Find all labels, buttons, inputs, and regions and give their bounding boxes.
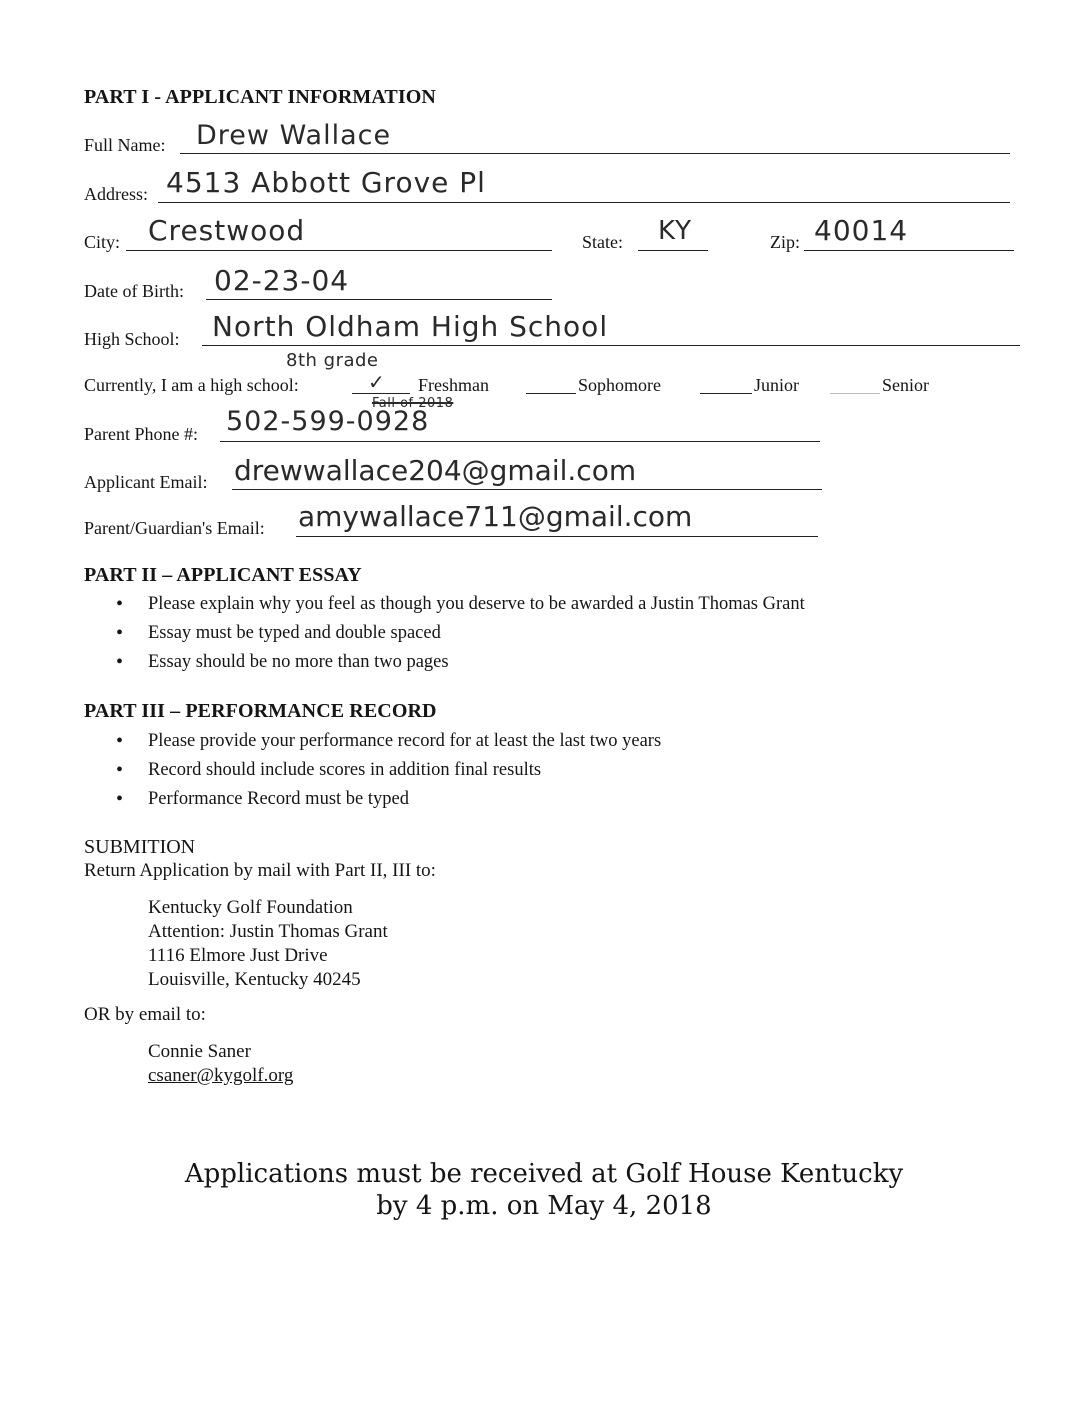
- parent-email-label: Parent/Guardian's Email:: [84, 518, 265, 538]
- mail-address-block: [148, 896, 388, 992]
- bullet-icon: •: [116, 593, 124, 615]
- applicant-email-field[interactable]: drewwallace204@gmail.com: [234, 454, 637, 487]
- contact-email-link[interactable]: csaner@kygolf.org: [148, 1065, 294, 1086]
- list-item: • Essay should be no more than two pages: [116, 648, 805, 677]
- dob-line: [206, 299, 552, 300]
- footer-line-2: by 4 p.m. on May 4, 2018: [376, 1191, 712, 1221]
- or-email-text: OR by email to:: [84, 1004, 206, 1025]
- state-field[interactable]: KY: [658, 216, 693, 246]
- address-line-1: Kentucky Golf Foundation: [148, 897, 353, 918]
- option-senior[interactable]: Senior: [882, 375, 929, 395]
- part3-heading: PART III – PERFORMANCE RECORD: [84, 700, 437, 722]
- option-junior[interactable]: Junior: [754, 375, 799, 395]
- address-label: Address:: [84, 184, 148, 204]
- dob-label: Date of Birth:: [84, 281, 184, 301]
- high-school-line: [202, 345, 1020, 346]
- city-label: City:: [84, 232, 121, 252]
- zip-field[interactable]: 40014: [814, 214, 909, 247]
- freshman-check-mark[interactable]: ✓: [368, 370, 386, 394]
- part2-bullet-list: [116, 590, 805, 677]
- address-field[interactable]: 4513 Abbott Grove Pl: [166, 166, 486, 199]
- grade-note: 8th grade: [286, 350, 379, 371]
- senior-line[interactable]: [830, 393, 880, 394]
- dob-field[interactable]: 02-23-04: [214, 264, 350, 297]
- parent-phone-field[interactable]: 502-599-0928: [226, 406, 430, 437]
- part2-heading: PART II – APPLICANT ESSAY: [84, 564, 362, 586]
- full-name-label: Full Name:: [84, 135, 166, 155]
- part3-bullet-list: [116, 727, 661, 814]
- parent-email-line: [296, 536, 818, 537]
- city-field[interactable]: Crestwood: [148, 214, 306, 247]
- option-sophomore[interactable]: Sophomore: [578, 375, 661, 395]
- applicant-email-label: Applicant Email:: [84, 472, 208, 492]
- bullet-icon: •: [116, 651, 124, 673]
- contact-name: Connie Saner: [148, 1041, 251, 1062]
- submission-heading: SUBMITION: [84, 836, 196, 858]
- state-label: State:: [582, 232, 623, 252]
- bullet-icon: •: [116, 622, 124, 644]
- junior-line[interactable]: [700, 393, 752, 394]
- high-school-field[interactable]: North Oldham High School: [212, 310, 609, 343]
- city-line: [126, 250, 552, 251]
- bullet-icon: •: [116, 730, 124, 752]
- zip-line: [804, 250, 1014, 251]
- option-freshman[interactable]: Freshman: [418, 375, 489, 395]
- parent-email-field[interactable]: amywallace711@gmail.com: [298, 500, 693, 533]
- address-line-2: Attention: Justin Thomas Grant: [148, 921, 388, 942]
- part1-heading: PART I - APPLICANT INFORMATION: [84, 86, 436, 108]
- zip-label: Zip:: [770, 232, 800, 252]
- grade-struck-note: Fall of 2018: [372, 396, 454, 411]
- list-item: • Record should include scores in addition final results: [116, 756, 661, 785]
- footer-line-1: Applications must be received at Golf House Kentucky: [184, 1159, 904, 1189]
- bullet-icon: •: [116, 788, 124, 810]
- full-name-field[interactable]: Drew Wallace: [196, 120, 392, 151]
- state-line: [638, 250, 708, 251]
- parent-phone-line: [220, 441, 820, 442]
- list-item: • Please explain why you feel as though you deserve to be awarded a Justin Thomas Grant: [116, 590, 805, 619]
- applicant-email-line: [232, 489, 822, 490]
- list-item: • Please provide your performance record for at least the last two years: [116, 727, 661, 756]
- address-line-4: Louisville, Kentucky 40245: [148, 969, 361, 990]
- list-item: • Performance Record must be typed: [116, 785, 661, 814]
- address-line-3: 1116 Elmore Just Drive: [148, 945, 328, 966]
- grade-label: Currently, I am a high school:: [84, 375, 299, 395]
- address-line: [158, 202, 1010, 203]
- list-item: • Essay must be typed and double spaced: [116, 619, 805, 648]
- bullet-icon: •: [116, 759, 124, 781]
- full-name-line: [180, 153, 1010, 154]
- parent-phone-label: Parent Phone #:: [84, 424, 198, 444]
- submission-intro: Return Application by mail with Part II, III to:: [84, 860, 436, 881]
- high-school-label: High School:: [84, 329, 180, 349]
- sophomore-line[interactable]: [526, 393, 576, 394]
